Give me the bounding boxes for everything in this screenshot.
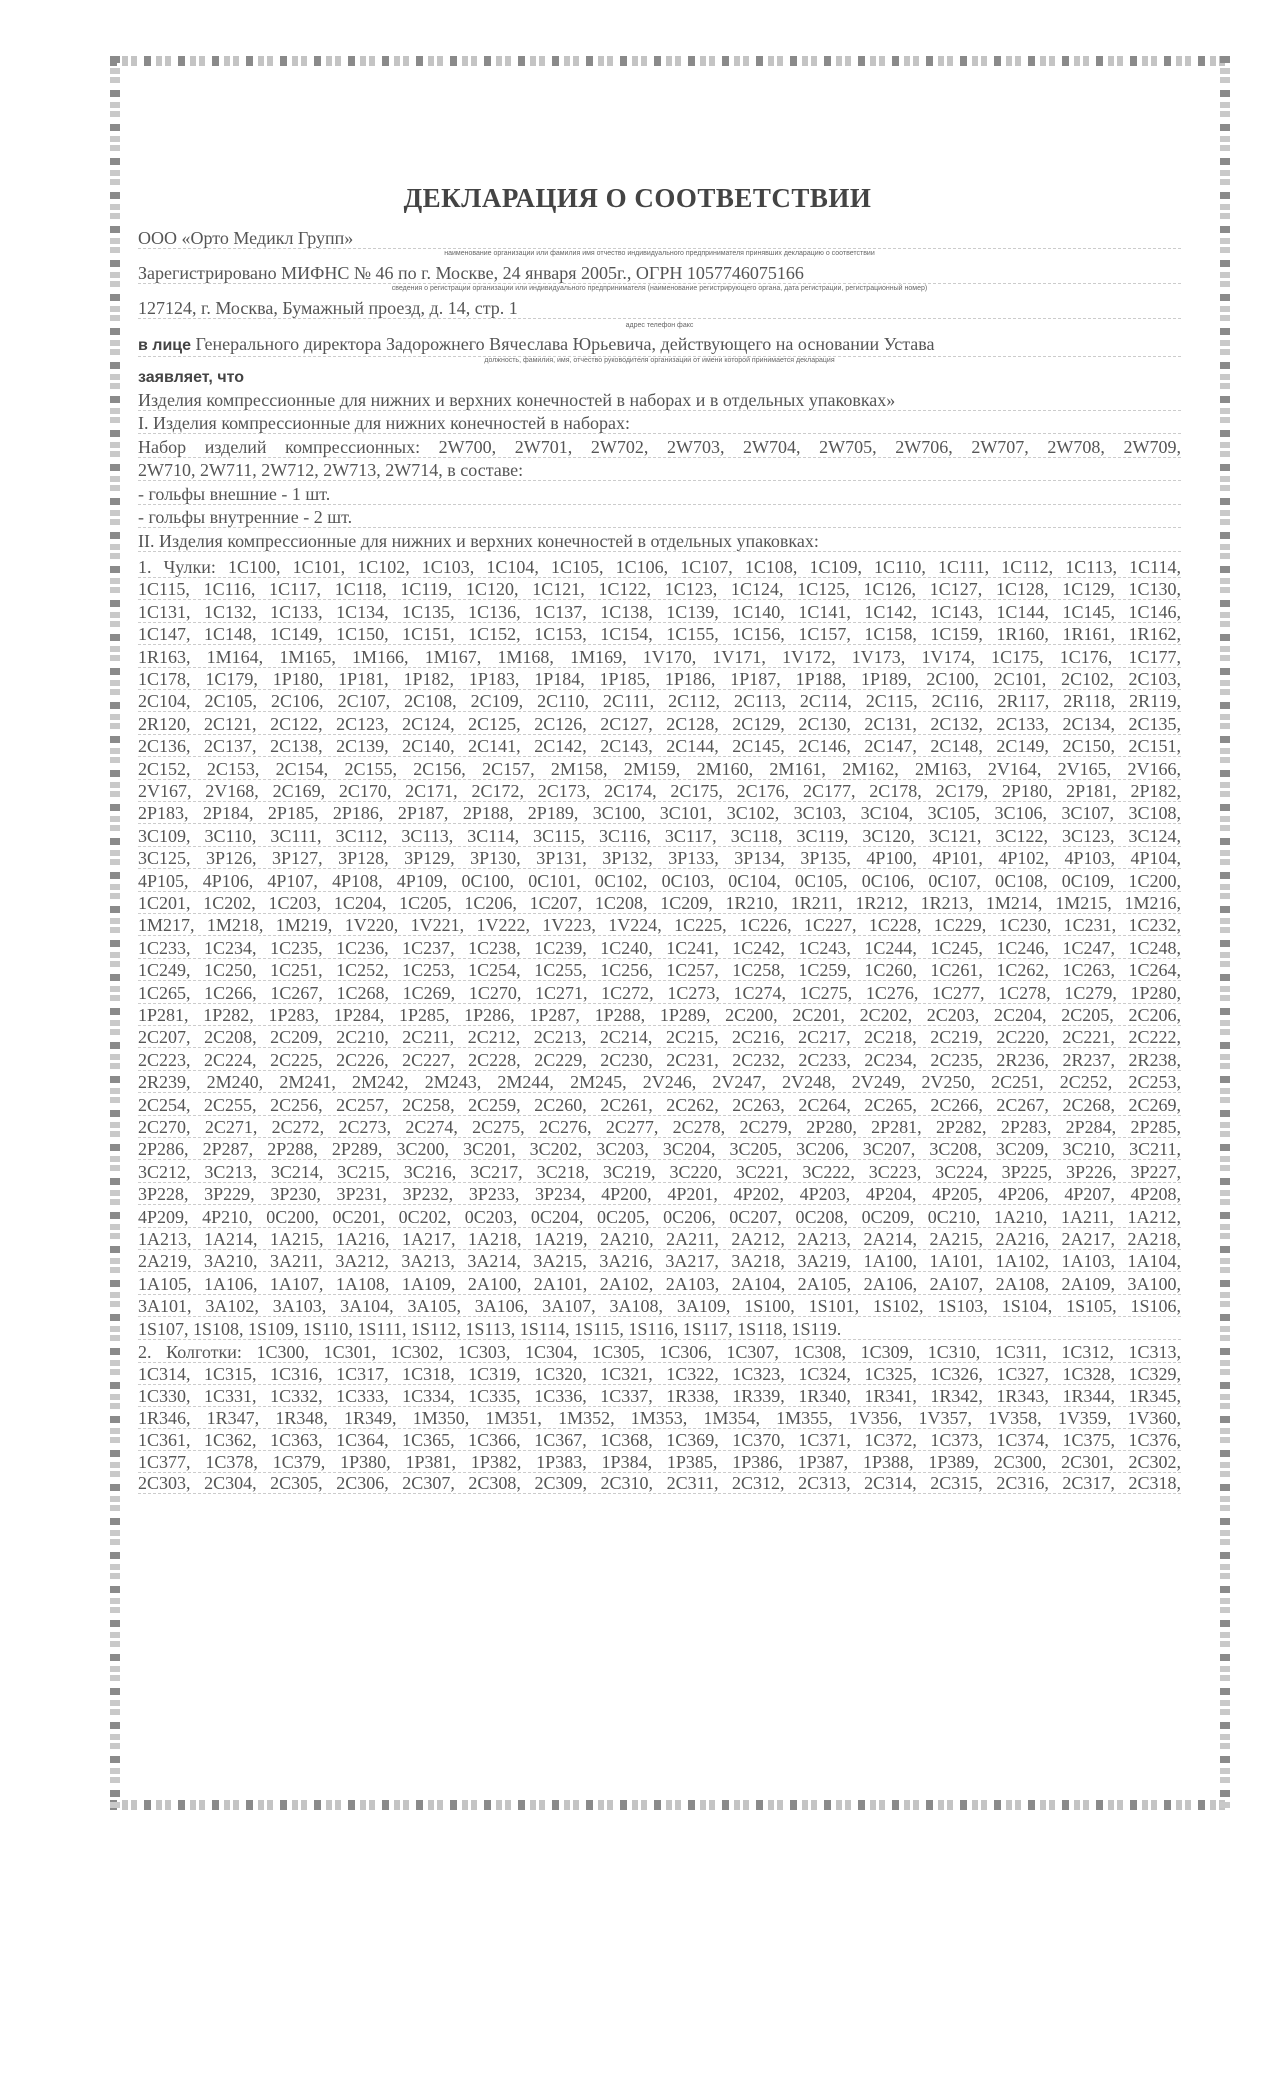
code-list-line: 1R163, 1M164, 1M165, 1M166, 1M167, 1M168, 1M169, 1V170, 1V171, 1V172, 1V173, 1V174, 1C175, 1C176, 1C177, <box>138 646 1181 667</box>
ornamental-border-right <box>1220 56 1230 1810</box>
code-list-line: 2C152, 2C153, 2C154, 2C155, 2C156, 2C157, 2M158, 2M159, 2M160, 2M161, 2M162, 2M163, 2V164, 2V165, 2V166, <box>138 758 1181 779</box>
ornamental-border-top <box>110 56 1230 66</box>
code-list-line: 2C303, 2C304, 2C305, 2C306, 2C307, 2C308, 2C309, 2C310, 2C311, 2C312, 2C313, 2C314, 2C315, 2C316, 2C317, 2C318, <box>138 1473 1181 1494</box>
registration-caption: сведения о регистрации организации или индивидуального предпринимателя (наименование регистрирующего органа, дата регистрации, регистрационный номер) <box>391 285 928 292</box>
code-list-line: 1C249, 1C250, 1C251, 1C252, 1C253, 1C254, 1C255, 1C256, 1C257, 1C258, 1C259, 1C260, 1C261, 1C262, 1C263, 1C264, <box>138 960 1181 981</box>
ornamental-border-left <box>110 56 120 1810</box>
kit-line: Набор изделий компрессионных: 2W700, 2W701, 2W702, 2W703, 2W704, 2W705, 2W706, 2W707, 2W708, 2W709, <box>138 437 1181 457</box>
code-list-line: 1. Чулки: 1C100, 1C101, 1C102, 1C103, 1C104, 1C105, 1C106, 1C107, 1C108, 1C109, 1C110, 1C111, 1C112, 1C113, 1C114, <box>138 557 1181 577</box>
section1-heading: I. Изделия компрессионные для нижних конечностей в наборах: <box>138 413 1181 434</box>
representative-caption: должность, фамилия, имя, отчество руководителя организации от имени которой принимается декларация <box>484 357 835 364</box>
kit-line: 2W710, 2W711, 2W712, 2W713, 2W714, в составе: <box>138 460 1181 481</box>
code-list-line: 2V167, 2V168, 2C169, 2C170, 2C171, 2C172, 2C173, 2C174, 2C175, 2C176, 2C177, 2C178, 2C179, 2P180, 2P181, 2P182, <box>138 781 1181 801</box>
organization-name: ООО «Орто Медикл Групп» <box>138 228 1181 249</box>
representative-line <box>138 334 1181 357</box>
code-list-line: 2C223, 2C224, 2C225, 2C226, 2C227, 2C228, 2C229, 2C230, 2C231, 2C232, 2C233, 2C234, 2C235, 2R236, 2R237, 2R238, <box>138 1049 1181 1070</box>
code-list-line: 1C314, 1C315, 1C316, 1C317, 1C318, 1C319, 1C320, 1C321, 1C322, 1C323, 1C324, 1C325, 1C326, 1C327, 1C328, 1C329, <box>138 1363 1181 1384</box>
code-list-line: 1C115, 1C116, 1C117, 1C118, 1C119, 1C120, 1C121, 1C122, 1C123, 1C124, 1C125, 1C126, 1C127, 1C128, 1C129, 1C130, <box>138 579 1181 600</box>
representative: Генерального директора Задорожнего Вячеслава Юрьевича, действующего на основании Устава <box>195 334 935 354</box>
code-list-line: 1C361, 1C362, 1C363, 1C364, 1C365, 1C366, 1C367, 1C368, 1C369, 1C370, 1C371, 1C372, 1C373, 1C374, 1C375, 1C376, <box>138 1429 1181 1450</box>
representative-prefix: в лице <box>138 337 192 354</box>
code-list-line: 1C265, 1C266, 1C267, 1C268, 1C269, 1C270, 1C271, 1C272, 1C273, 1C274, 1C275, 1C276, 1C277, 1C278, 1C279, 1P280, <box>138 982 1181 1003</box>
code-list-line: 2P286, 2P287, 2P288, 2P289, 3C200, 3C201, 3C202, 3C203, 3C204, 3C205, 3C206, 3C207, 3C208, 3C209, 3C210, 3C211, <box>138 1139 1181 1160</box>
code-list-line: 1C233, 1C234, 1C235, 1C236, 1C237, 1C238, 1C239, 1C240, 1C241, 1C242, 1C243, 1C244, 1C245, 1C246, 1C247, 1C248, <box>138 937 1181 958</box>
code-list-line: 1C330, 1C331, 1C332, 1C333, 1C334, 1C335, 1C336, 1C337, 1R338, 1R339, 1R340, 1R341, 1R342, 1R343, 1R344, 1R345, <box>138 1385 1181 1406</box>
declares-label: заявляет, что <box>138 369 244 386</box>
code-list-line: 1C201, 1C202, 1C203, 1C204, 1C205, 1C206, 1C207, 1C208, 1C209, 1R210, 1R211, 1R212, 1R213, 1M214, 1M215, 1M216, <box>138 893 1181 913</box>
code-list-line: 1P281, 1P282, 1P283, 1P284, 1P285, 1P286, 1P287, 1P288, 1P289, 2C200, 2C201, 2C202, 2C203, 2C204, 2C205, 2C206, <box>138 1005 1181 1025</box>
document-title: ДЕКЛАРАЦИЯ О СООТВЕТСТВИИ <box>403 183 872 213</box>
code-list-line: 1C377, 1C378, 1C379, 1P380, 1P381, 1P382, 1P383, 1P384, 1P385, 1P386, 1P387, 1P388, 1P389, 2C300, 2C301, 2C302, <box>138 1451 1181 1472</box>
code-list-line: 2A219, 3A210, 3A211, 3A212, 3A213, 3A214, 3A215, 3A216, 3A217, 3A218, 3A219, 1A100, 1A101, 1A102, 1A103, 1A104, <box>138 1251 1181 1272</box>
address: 127124, г. Москва, Бумажный проезд, д. 14, стр. 1 <box>138 298 1181 319</box>
code-list-line: 2C136, 2C137, 2C138, 2C139, 2C140, 2C141, 2C142, 2C143, 2C144, 2C145, 2C146, 2C147, 2C148, 2C149, 2C150, 2C151, <box>138 736 1181 757</box>
code-list-line: 1C178, 1C179, 1P180, 1P181, 1P182, 1P183, 1P184, 1P185, 1P186, 1P187, 1P188, 1P189, 2C100, 2C101, 2C102, 2C103, <box>138 669 1181 689</box>
code-list-line: 2C207, 2C208, 2C209, 2C210, 2C211, 2C212, 2C213, 2C214, 2C215, 2C216, 2C217, 2C218, 2C219, 2C220, 2C221, 2C222, <box>138 1027 1181 1048</box>
code-list-line: 1A213, 1A214, 1A215, 1A216, 1A217, 1A218, 1A219, 2A210, 2A211, 2A212, 2A213, 2A214, 2A215, 2A216, 2A217, 2A218, <box>138 1229 1181 1249</box>
code-list-line: 1R346, 1R347, 1R348, 1R349, 1M350, 1M351, 1M352, 1M353, 1M354, 1M355, 1V356, 1V357, 1V358, 1V359, 1V360, <box>138 1407 1181 1428</box>
ornamental-border-bottom <box>110 1800 1230 1810</box>
code-list-line: 2R120, 2C121, 2C122, 2C123, 2C124, 2C125, 2C126, 2C127, 2C128, 2C129, 2C130, 2C131, 2C132, 2C133, 2C134, 2C135, <box>138 713 1181 734</box>
section2-heading: II. Изделия компрессионные для нижних и верхних конечностей в отдельных упаковках: <box>138 531 1181 552</box>
kit-item: - гольфы внешние - 1 шт. <box>138 484 1181 505</box>
code-list-line: 2C270, 2C271, 2C272, 2C273, 2C274, 2C275, 2C276, 2C277, 2C278, 2C279, 2P280, 2P281, 2P282, 2P283, 2P284, 2P285, <box>138 1117 1181 1137</box>
code-list-line: 3C109, 3C110, 3C111, 3C112, 3C113, 3C114, 3C115, 3C116, 3C117, 3C118, 3C119, 3C120, 3C121, 3C122, 3C123, 3C124, <box>138 825 1181 846</box>
code-list-line: 4P209, 4P210, 0C200, 0C201, 0C202, 0C203, 0C204, 0C205, 0C206, 0C207, 0C208, 0C209, 0C210, 1A210, 1A211, 1A212, <box>138 1206 1181 1227</box>
code-list-line: 2. Колготки: 1C300, 1C301, 1C302, 1C303, 1C304, 1C305, 1C306, 1C307, 1C308, 1C309, 1C310, 1C311, 1C312, 1C313, <box>138 1342 1181 1362</box>
code-list-line: 1A105, 1A106, 1A107, 1A108, 1A109, 2A100, 2A101, 2A102, 2A103, 2A104, 2A105, 2A106, 2A107, 2A108, 2A109, 3A100, <box>138 1273 1181 1294</box>
code-list-line: 2C104, 2C105, 2C106, 2C107, 2C108, 2C109, 2C110, 2C111, 2C112, 2C113, 2C114, 2C115, 2C116, 2R117, 2R118, 2R119, <box>138 691 1181 712</box>
code-list-line: 1C131, 1C132, 1C133, 1C134, 1C135, 1C136, 1C137, 1C138, 1C139, 1C140, 1C141, 1C142, 1C143, 1C144, 1C145, 1C146, <box>138 601 1181 622</box>
code-list-line: 1C147, 1C148, 1C149, 1C150, 1C151, 1C152, 1C153, 1C154, 1C155, 1C156, 1C157, 1C158, 1C159, 1R160, 1R161, 1R162, <box>138 624 1181 645</box>
code-list-line: 1M217, 1M218, 1M219, 1V220, 1V221, 1V222, 1V223, 1V224, 1C225, 1C226, 1C227, 1C228, 1C229, 1C230, 1C231, 1C232, <box>138 915 1181 936</box>
code-list-line: 3A101, 3A102, 3A103, 3A104, 3A105, 3A106, 3A107, 3A108, 3A109, 1S100, 1S101, 1S102, 1S103, 1S104, 1S105, 1S106, <box>138 1296 1181 1317</box>
registration-info: Зарегистрировано МИФНС № 46 по г. Москве, 24 января 2005г., ОГРН 1057746075166 <box>138 263 1181 284</box>
code-list-line: 3C212, 3C213, 3C214, 3C215, 3C216, 3C217, 3C218, 3C219, 3C220, 3C221, 3C222, 3C223, 3C224, 3P225, 3P226, 3P227, <box>138 1161 1181 1182</box>
code-list-line: 1S107, 1S108, 1S109, 1S110, 1S111, 1S112, 1S113, 1S114, 1S115, 1S116, 1S117, 1S118, 1S119. <box>138 1319 1181 1340</box>
code-list-line: 2R239, 2M240, 2M241, 2M242, 2M243, 2M244, 2M245, 2V246, 2V247, 2V248, 2V249, 2V250, 2C251, 2C252, 2C253, <box>138 1072 1181 1093</box>
code-list-line: 3P228, 3P229, 3P230, 3P231, 3P232, 3P233, 3P234, 4P200, 4P201, 4P202, 4P203, 4P204, 4P205, 4P206, 4P207, 4P208, <box>138 1184 1181 1205</box>
product-name: Изделия компрессионные для нижних и верхних конечностей в наборах и в отдельных упаковках» <box>138 390 1181 411</box>
kit-item: - гольфы внутренние - 2 шт. <box>138 507 1181 528</box>
code-list-line: 2C254, 2C255, 2C256, 2C257, 2C258, 2C259, 2C260, 2C261, 2C262, 2C263, 2C264, 2C265, 2C266, 2C267, 2C268, 2C269, <box>138 1094 1181 1115</box>
address-caption: адрес телефон факс <box>625 322 694 329</box>
code-list-line: 2P183, 2P184, 2P185, 2P186, 2P187, 2P188, 2P189, 3C100, 3C101, 3C102, 3C103, 3C104, 3C105, 3C106, 3C107, 3C108, <box>138 803 1181 824</box>
organization-caption: наименование организации или фамилия имя отчество индивидуального предпринимателя принявших декларацию о соответствии <box>444 250 875 257</box>
code-list-line: 3C125, 3P126, 3P127, 3P128, 3P129, 3P130, 3P131, 3P132, 3P133, 3P134, 3P135, 4P100, 4P101, 4P102, 4P103, 4P104, <box>138 848 1181 869</box>
code-list-line: 4P105, 4P106, 4P107, 4P108, 4P109, 0C100, 0C101, 0C102, 0C103, 0C104, 0C105, 0C106, 0C107, 0C108, 0C109, 1C200, <box>138 870 1181 891</box>
